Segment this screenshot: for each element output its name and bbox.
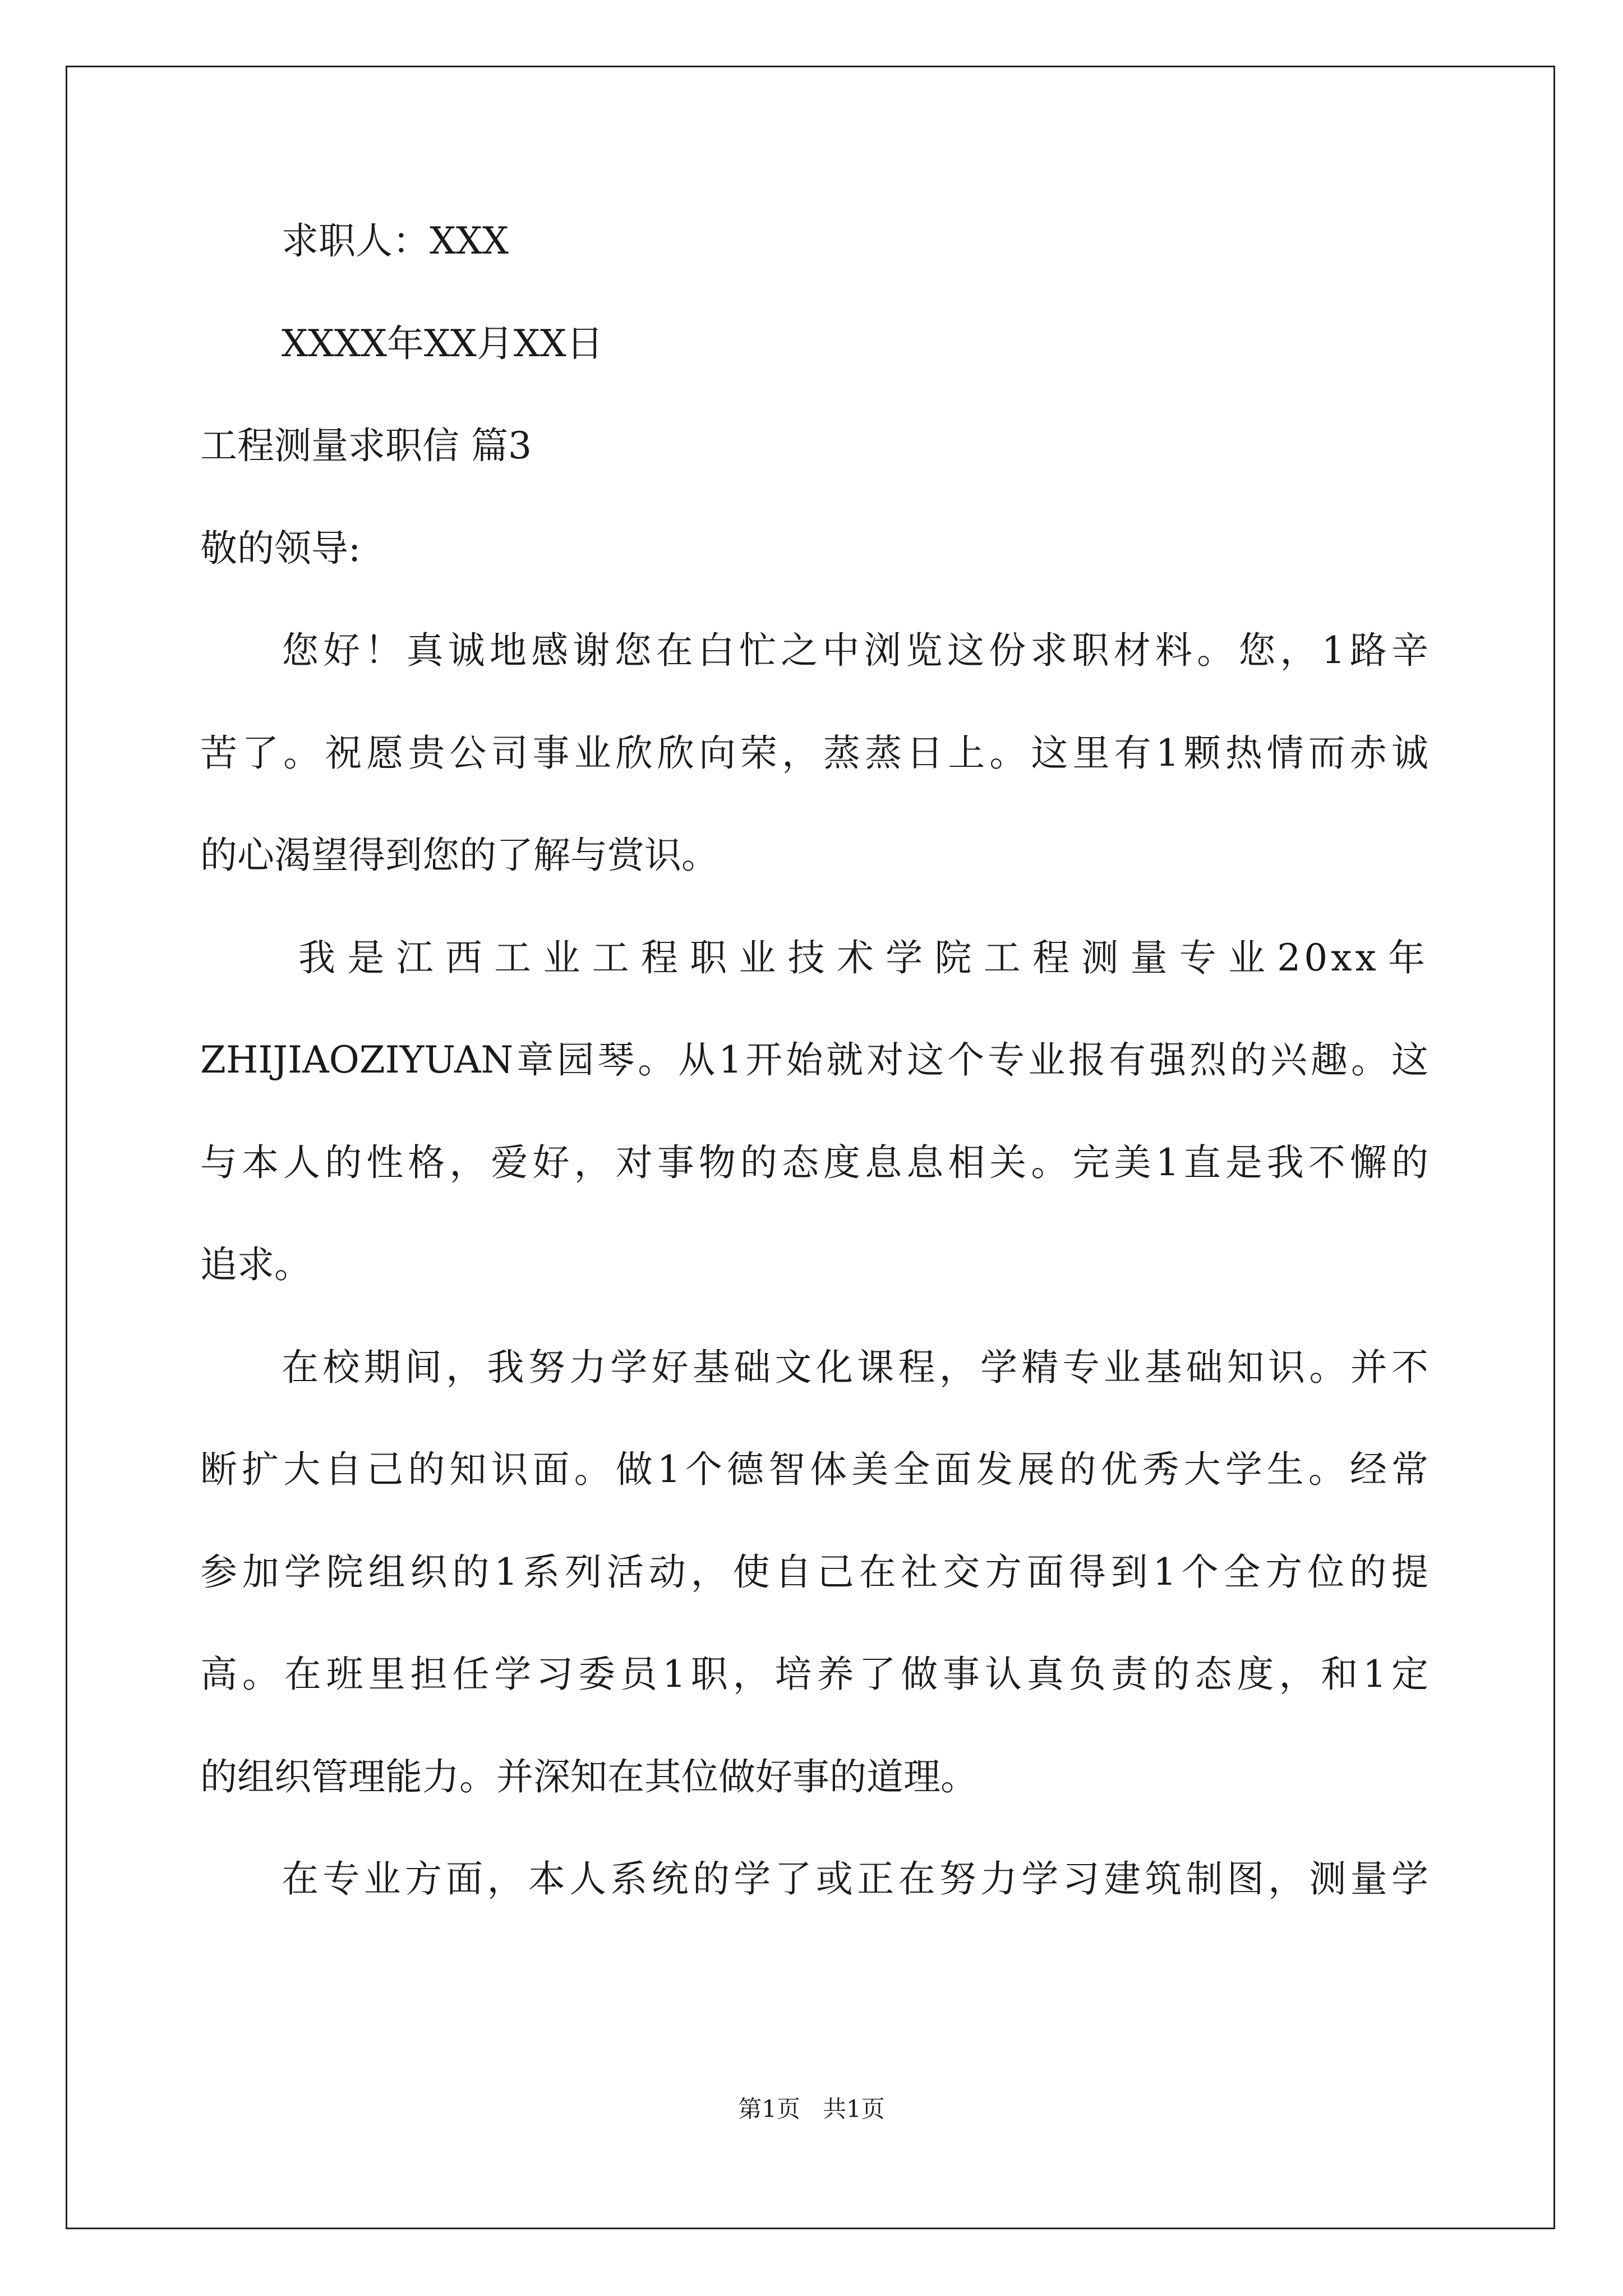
paragraph-3-line-5: 的组织管理能力。并深知在其位做好事的道理。 [200,1755,978,1798]
paragraph-3-line-2: 断扩大自己的知识面。做1个德智体美全面发展的优秀大学生。经常 [200,1448,1428,1491]
paragraph-2-line-4: 追求。 [200,1243,311,1286]
salutation: 敬的领导: [200,527,361,570]
date-line: XXXX年XX月XX日 [282,322,603,365]
applicant-line: 求职人：XXX [282,219,509,263]
paragraph-3-line-1: 在校期间，我努力学好基础文化课程，学精专业基础知识。并不 [282,1346,1428,1389]
paragraph-3-line-3: 参加学院组织的1系列活动，使自己在社交方面得到1个全方位的提 [200,1550,1428,1594]
page-footer: 第1页 共1页 [738,2095,885,2123]
paragraph-3-line-4: 高。在班里担任学习委员1职，培养了做事认真负责的态度，和1定 [200,1653,1428,1696]
paragraph-1-line-2: 苦了。祝愿贵公司事业欣欣向荣，蒸蒸日上。这里有1颗热情而赤诚 [200,731,1428,775]
section-title: 工程测量求职信 篇3 [200,424,532,467]
paragraph-2-line-3: 与本人的性格，爱好，对事物的态度息息相关。完美1直是我不懈的 [200,1141,1428,1184]
paragraph-1-line-3: 的心渴望得到您的了解与赏识。 [200,834,718,877]
paragraph-2-line-1: 我是江西工业工程职业技术学院工程测量专业20xx年 [298,936,1428,979]
paragraph-4-line-1: 在专业方面，本人系统的学了或正在努力学习建筑制图，测量学 [282,1857,1428,1901]
paragraph-2-line-2: ZHIJIAOZIYUAN章园琴。从1开始就对这个专业报有强烈的兴趣。这 [200,1038,1428,1082]
paragraph-1-line-1: 您好！真诚地感谢您在白忙之中浏览这份求职材料。您，1路辛 [282,629,1428,672]
